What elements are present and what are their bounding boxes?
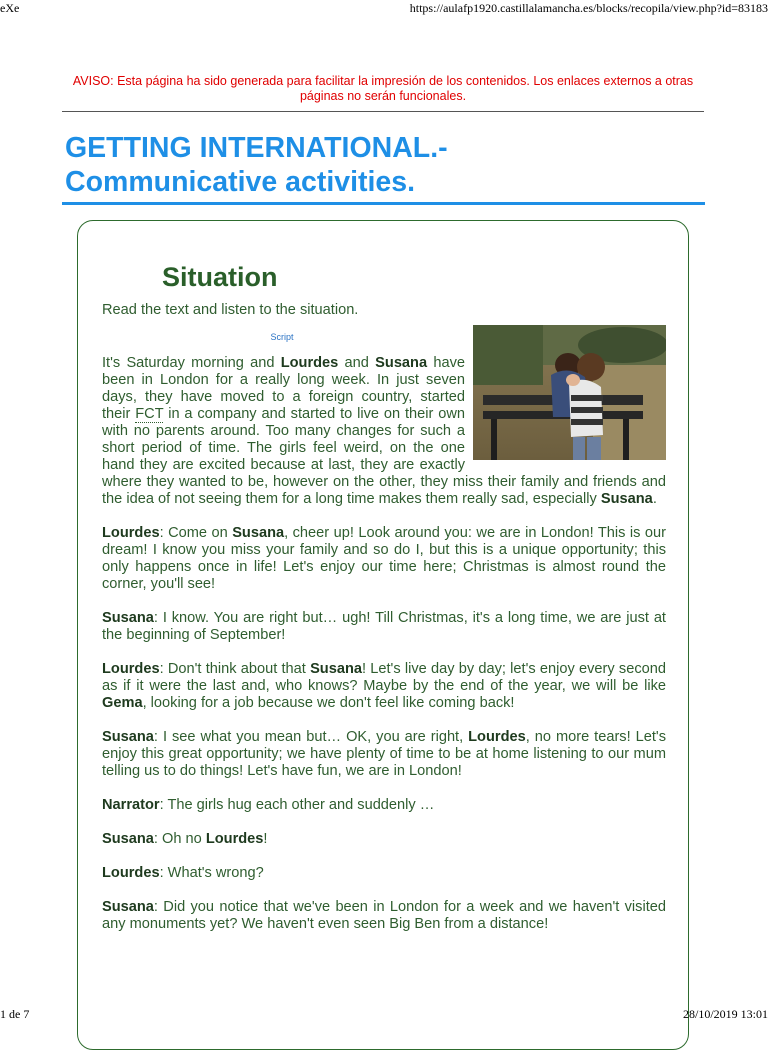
title-underline — [62, 202, 705, 205]
dialogue-line: Lourdes: Don't think about that Susana! Let's live day by day; let's enjoy every second as if it were the last and, who knows? Maybe by the end of the year, we will be like Gema, looking for a job because we don't feel like coming back! — [102, 661, 666, 711]
print-header-url: https://aulafp1920.castillalamancha.es/blocks/recopila/view.php?id=83183 — [409, 1, 768, 15]
dialogue-line: Lourdes: What's wrong? — [102, 865, 264, 881]
section-title: Situation — [162, 262, 278, 292]
page-title-line1: GETTING INTERNATIONAL.- — [65, 132, 448, 164]
dialogue-line: Susana: I see what you mean but… OK, you are right, Lourdes, no more tears! Let's enjoy this great opportunity; we have plenty of time to be at home listening to our mum telling us to do things! Let's have fun, we are in London! — [102, 729, 666, 779]
intro-text: Read the text and listen to the situation. — [102, 302, 359, 318]
dialogue-line: Susana: Oh no Lourdes! — [102, 831, 268, 847]
dialogue-line: Lourdes: Come on Susana, cheer up! Look around you: we are in London! This is our dream! I know you miss your family and so do I, but this is a unique opportunity; this only happens once in life! Let's enjoy our time here; Christmas is almost round the corner, you'll see! — [102, 525, 666, 592]
print-notice: AVISO: Esta página ha sido generada para facilitar la impresión de los contenidos. Los enlaces externos a otras páginas no serán funcionales. — [72, 74, 694, 103]
photo-girls-on-bench — [473, 325, 666, 460]
story-paragraph: It's Saturday morning and Lourdes and Susana have been in London for a really long week. In just seven days, they have moved to a foreign country, started their FCT in a company and started to live on their own with no parents around. Too many changes for such a short period of time. The girls feel weird, on the one hand they are excited because at last, they are exactly where they wanted to be, however on the other, they miss their family and friends and the idea of not seeing them for a long time makes them really sad, especially Susana. — [102, 355, 666, 507]
print-header — [0, 0, 768, 16]
page-title — [65, 131, 705, 199]
page-title-line2: Communicative activities. — [65, 166, 416, 198]
dialogue-line: Susana: Did you notice that we've been in London for a week and we haven't visited any monuments yet? We haven't even seen Big Ben from a distance! — [102, 899, 666, 932]
dialogue-line: Narrator: The girls hug each other and suddenly … — [102, 797, 435, 813]
print-header-left: eXe — [0, 1, 20, 15]
situation-content — [102, 302, 666, 933]
top-divider — [62, 111, 704, 112]
print-footer — [0, 1008, 768, 1024]
script-link[interactable]: Script — [270, 332, 294, 342]
print-timestamp: 28/10/2019 13:01 — [682, 1007, 768, 1021]
page-counter: 1 de 7 — [0, 1007, 30, 1021]
dialogue-line: Susana: I know. You are right but… ugh! Till Christmas, it's a long time, we are just at the beginning of September! — [102, 610, 666, 643]
fct-abbreviation[interactable]: FCT — [135, 406, 164, 422]
